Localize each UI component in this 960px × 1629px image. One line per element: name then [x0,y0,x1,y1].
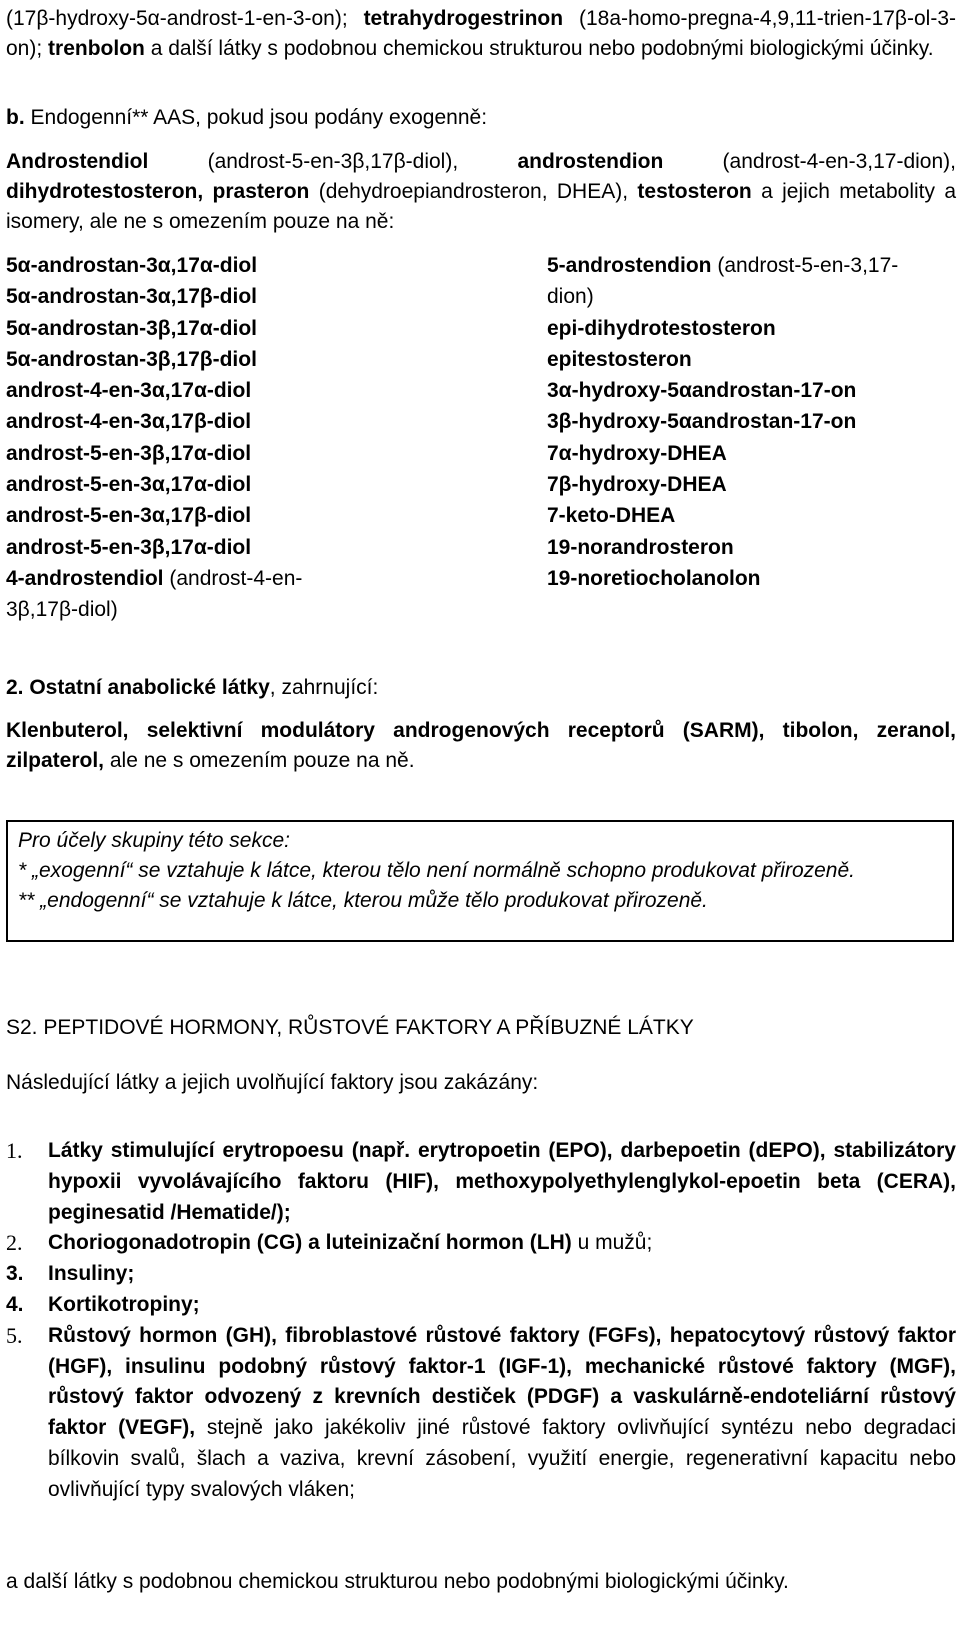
list-item [6,1136,956,1228]
substance-formula: (androst-4-en-3,17-dion), [663,150,956,173]
metabolite-item: 19-noretiocholanolon [547,566,761,590]
section-title: 2. Ostatní anabolické látky [6,676,270,699]
intro-paragraph [6,4,956,64]
metabolite-item: 7α-hydroxy-DHEA [547,441,727,465]
list-item-text: Kortikotropiny; [48,1292,200,1316]
substance-formula: (dehydroepiandrosteron, DHEA), [309,180,638,203]
subsection-text: Endogenní** AAS, pokud jsou podány exogenně: [24,106,488,129]
intro-text: (17β-hydroxy-5α-androst-1-en-3-on); [6,7,364,30]
metabolite-name: 5-androstendion [547,254,712,277]
substance-name: dihydrotestosteron [6,180,198,203]
metabolite-name: 4-androstendiol [6,566,164,590]
metabolite-item: androst-5-en-3β,17α-diol [6,441,252,465]
note-exogenous-definition: * „exogenní“ se vztahuje k látce, kterou tělo není normálně schopno produkovat přirozeně. [18,859,855,882]
note-title: Pro účely skupiny této sekce: [18,829,290,852]
metabolite-item: androst-4-en-3α,17α-diol [6,379,252,403]
endogenous-paragraph [6,147,956,237]
list-number: 4. [6,1292,24,1316]
metabolite-item: androst-5-en-3α,17β-diol [6,504,252,528]
closing-paragraph: a další látky s podobnou chemickou strukturou nebo podobnými biologickými účinky. [6,1570,789,1593]
metabolite-item: 3β-hydroxy-5αandrostan-17-on [547,410,857,434]
list-item [6,1290,956,1321]
metabolite-item: epi-dihydrotestosteron [547,316,776,340]
list-item-suffix: stejně jako jakékoliv jiné růstové faktory ovlivňující syntézu nebo degradaci bílkovin svalů, šlach a vaziva, krevní zásobení, využití energie, regenerativní kapacitu nebo ovlivňující typy svalových vláken; [48,1416,956,1501]
definitions-note-box [6,820,954,942]
separator: , [197,180,213,203]
metabolite-formula: (androst-4-en-3β,17β-diol) [6,566,303,622]
s2-intro-text: Následující látky a jejich uvolňující faktory jsou zakázány: [6,1071,539,1094]
subsection-marker: b. [6,106,25,129]
metabolite-item: androst-5-en-3β,17α-diol [6,535,252,559]
metabolites-right-column [547,250,947,594]
metabolite-item: 3α-hydroxy-5αandrostan-17-on [547,379,857,403]
list-item-suffix: u mužů; [571,1231,653,1255]
note-endogenous-definition: ** „endogenní“ se vztahuje k látce, kterou může tělo produkovat přirozeně. [18,889,708,912]
intro-text: a další látky s podobnou chemickou strukturou nebo podobnými biologickými účinky. [144,37,934,60]
metabolite-item: 5α-androstan-3β,17α-diol [6,316,258,340]
section-2-body [6,716,956,776]
metabolite-formula: (androst-5-en-3,17-dion) [547,254,899,309]
substance-name: prasteron [212,180,310,203]
list-number: 5. [6,1322,23,1348]
metabolites-left-column [6,250,346,626]
substance-list: Klenbuterol, selektivní modulátory androgenových receptorů (SARM), tibolon, zeranol, zilpaterol, [6,719,956,772]
metabolite-item: epitestosteron [547,347,692,371]
list-item-text: Růstový hormon (GH), fibroblastové růstové faktory (FGFs), hepatocytový růstový faktor (HGF), insulinu podobný růstový faktor-1 (IGF-1), mechanické růstové faktory (MGF), růstový faktor odvozený z krevních destiček (PDGF) a vaskulárně-endoteliární růstový faktor (VEGF), [48,1323,956,1440]
body-text: ale ne s omezením pouze na ně. [104,749,415,772]
metabolite-item [547,250,907,313]
intro-text: (18a-homo-pregna-4,9,11-trien-17β-ol-3-on); [6,7,957,60]
substance-name: androstendion [517,150,664,173]
list-item [6,1259,956,1290]
metabolite-item: 5α-androstan-3α,17β-diol [6,285,258,309]
metabolite-item: 19-norandrosteron [547,535,734,559]
list-item-text: Látky stimulující erytropoesu (např. erytropoetin (EPO), darbepoetin (dEPO), stabilizátory hypoxii vyvolávajícího faktoru (HIF), methoxypolyethylenglykol-epoetin beta (CERA), peginesatid /Hematide/); [48,1139,956,1224]
section-title-suffix: , zahrnující: [269,676,379,699]
s2-section-heading: S2. PEPTIDOVÉ HORMONY, RŮSTOVÉ FAKTORY A PŘÍBUZNÉ LÁTKY [6,1016,694,1039]
list-item [6,1228,956,1259]
list-number: 3. [6,1262,24,1286]
metabolite-item: 7β-hydroxy-DHEA [547,473,727,497]
list-item-text: Insuliny; [48,1262,135,1286]
list-number: 2. [6,1230,23,1256]
paragraph-text: a jejich metabolity a isomery, ale ne s omezením pouze na ně: [6,180,957,233]
metabolite-item: 7-keto-DHEA [547,504,676,528]
list-number: 1. [6,1138,23,1163]
prohibited-substances-list [6,1136,956,1506]
subsection-b-heading [6,103,956,133]
substance-name: Androstendiol [6,150,149,173]
substance-tetrahydrogestrinon: tetrahydrogestrinon [363,7,564,30]
section-2-heading [6,673,956,703]
metabolite-item: androst-5-en-3α,17α-diol [6,473,252,497]
list-item [6,1321,956,1506]
substance-name: testosteron [637,180,752,203]
substance-trenbolon: trenbolon [48,37,145,60]
metabolite-item [6,563,346,626]
list-item-text: Choriogonadotropin (CG) a luteinizační hormon (LH) [48,1231,572,1255]
substance-formula: (androst-5-en-3β,17β-diol), [148,150,518,173]
metabolite-item: androst-4-en-3α,17β-diol [6,410,252,434]
metabolite-item: 5α-androstan-3α,17α-diol [6,254,258,277]
metabolite-item: 5α-androstan-3β,17β-diol [6,347,257,371]
